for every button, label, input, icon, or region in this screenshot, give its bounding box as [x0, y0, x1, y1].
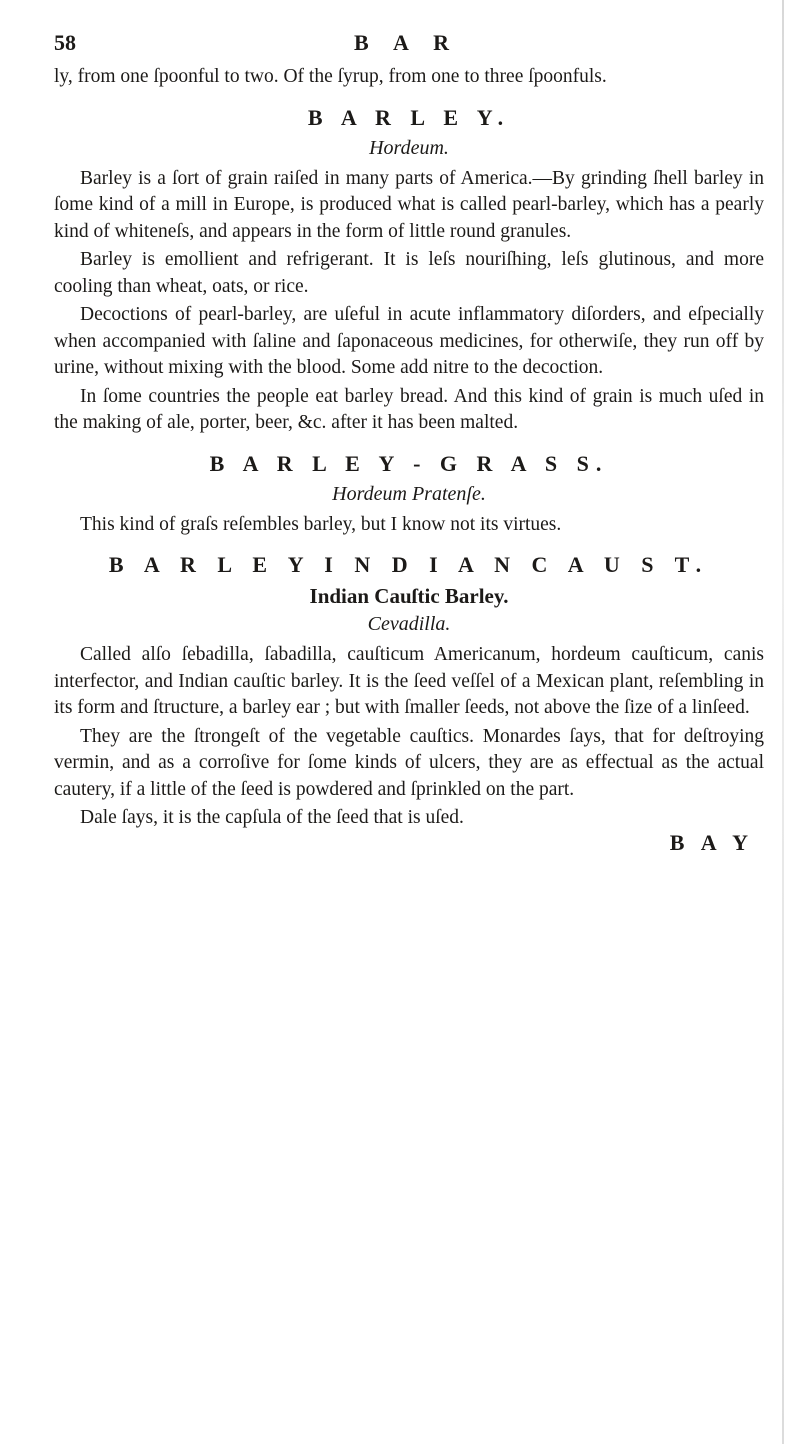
- latin-name-barley-grass: Hordeum Pratenſe.: [332, 482, 486, 505]
- latin-name-cevadilla: Cevadilla.: [367, 613, 451, 635]
- section-heading-barley: B A R L E Y.: [307, 104, 511, 130]
- paragraph: In ſome countries the people eat barley bread. And this kind of grain is much uſed in the making of ale, porter, beer, &c. after it has been malted.: [54, 385, 764, 433]
- paragraph: Barley is emollient and refrigerant. It is leſs nouriſhing, leſs glutinous, and more cooling than wheat, oats, or rice.: [54, 249, 764, 297]
- section-heading-barley-grass: B A R L E Y - G R A S S.: [209, 450, 609, 476]
- running-head: [54, 30, 764, 56]
- page-number: 58: [54, 30, 76, 55]
- running-title: B A R: [354, 30, 460, 55]
- paragraph: Barley is a ſort of grain raiſed in many parts of America.—By grinding ſhell barley in ſome kind of a mill in Europe, is produced what is called pearl-barley, which has a pearly kind of whiteneſs, and appears in the form of little round granules.: [54, 167, 764, 242]
- paragraph: Dale ſays, it is the capſula of the ſeed that is uſed.: [80, 807, 464, 828]
- latin-name-barley: Hordeum.: [369, 136, 449, 159]
- paragraph: Decoctions of pearl-barley, are uſeful in acute inflammatory diſorders, and eſpecially when accompanied with ſaline and ſaponaceous medicines, for otherwiſe, they run off by urine, without mixing with the blood. Some add nitre to the decoction.: [54, 304, 764, 378]
- section-heading-barley-indian-caust: B A R L E Y I N D I A N C A U S T.: [108, 552, 710, 577]
- paragraph: They are the ſtrongeſt of the vegetable cauſtics. Monardes ſays, that for deſtroying vermin, and as a corroſive for ſome kinds of ulcers, they are as effectual as the actual cautery, if a little of the ſeed is powdered and ſprinkled on the part.: [54, 725, 764, 800]
- intro-text: ly, from one ſpoonful to two. Of the ſyrup, from one to three ſpoonfuls.: [54, 66, 607, 87]
- subheading-indian-caustic-barley: Indian Cauſtic Barley.: [309, 584, 509, 608]
- paragraph: Called alſo ſebadilla, ſabadilla, cauſticum Americanum, hordeum cauſticum, canis interfector, and Indian cauſtic barley. It is the ſeed veſſel of a Mexican plant, reſembling in its form and ſtructure, a barley ear ; but with ſmaller ſeeds, not above the ſize of a linſeed.: [54, 644, 764, 718]
- catchword: B A Y: [669, 829, 754, 855]
- paragraph: This kind of graſs reſembles barley, but I know not its virtues.: [80, 513, 562, 535]
- page-edge-divider: [782, 0, 784, 1444]
